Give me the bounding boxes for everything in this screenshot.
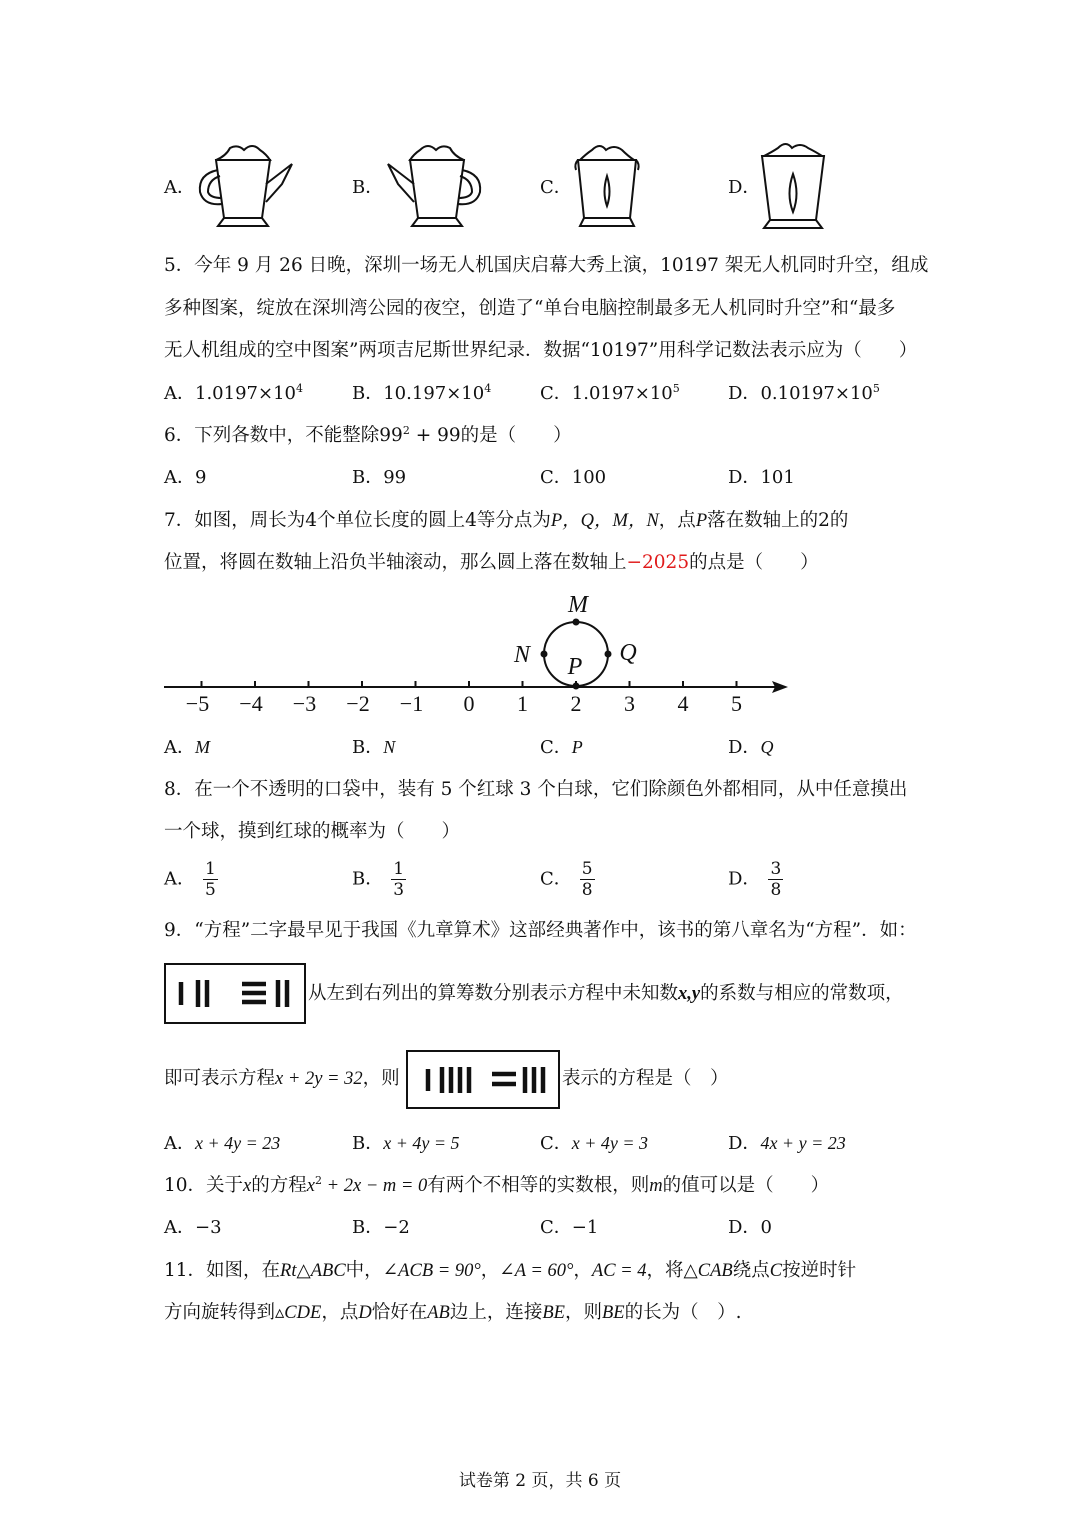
q11-stem-line1: 11．如图，在Rt△ABC中，∠ACB = 90°，∠A = 60°，AC = 4，将△CAB绕点C按逆时针 [164,1260,857,1281]
q11-stem-line2: 方向旋转得到▵CDE，点D恰好在AB边上，连接BE，则BE的长为（ ）. [164,1302,742,1323]
q5-option-c[interactable]: C．$1.0197\times 10^5$ [540,382,680,404]
q4-option-b-label: B． [352,177,384,198]
q7-option-a[interactable]: A．M [164,737,210,758]
q7-stem-line2: 位置，将圆在数轴上沿负半轴滚动，那么圆上落在数轴上−2025的点是（ ） [164,552,819,573]
point-m-dot [573,619,580,626]
q10-option-c[interactable]: C．−1 [540,1217,599,1238]
tick-label: 3 [624,691,635,716]
label-p: P [567,654,583,680]
q5-option-d[interactable]: D．$0.10197\times 10^5$ [728,382,880,404]
tick-label: −3 [292,691,317,716]
q8-stem-line2: 一个球，摸到红球的概率为（ ） [164,821,461,842]
point-n-dot [541,651,548,658]
page-footer: 试卷第 2 页，共 6 页 [458,1471,622,1491]
q10-option-b[interactable]: B．−2 [352,1217,410,1238]
q9-option-d[interactable]: D．4x + y = 23 [728,1133,846,1154]
tick-label: 0 [463,691,475,716]
tick-label: −2 [346,691,370,716]
q9-stem-line1: 9．“方程”二字最早见于我国《九章算术》这部经典著作中，该书的第八章名为“方程”．如： [164,920,917,941]
q8-option-c[interactable]: C． $\frac{5}{8}$ [540,859,593,900]
q10-stem: 10．关于x的方程$x^2 + 2x - m = 0$有两个不相等的实数根，则m的值可以是（ ） [164,1174,830,1196]
q4-option-d-label: D． [728,177,761,198]
counting-rods-question [406,1050,560,1109]
q5-option-a[interactable]: A．$1.0197\times 10^4$ [164,382,303,404]
q5-stem-line1: 5．今年 9 月 26 日晚，深圳一场无人机国庆启幕大秀上演，10197 架无人机同时升空，组成 [164,255,929,276]
cup-narrow-flame-icon [572,140,642,232]
cup-wide-flame-icon [758,140,828,232]
q7-option-d[interactable]: D．Q [728,737,774,758]
tick-label: 1 [517,691,528,716]
q7-option-c[interactable]: C．P [540,737,583,758]
q5-stem-line3: 无人机组成的空中图案”两项吉尼斯世界纪录．数据“10197”用科学记数法表示应为（ ） [164,340,918,361]
q9-option-a[interactable]: A．x + 4y = 23 [164,1133,281,1154]
q5-stem-line2: 多种图案，绽放在深圳湾公园的夜空，创造了“单台电脑控制最多无人机同时升空”和“最多 [164,298,896,319]
counting-rods-example [164,963,306,1024]
q8-stem-line1: 8．在一个不透明的口袋中，装有 5 个红球 3 个白球，它们除颜色外都相同，从中任意摸出 [164,779,908,800]
q9-option-b[interactable]: B．x + 4y = 5 [352,1133,460,1154]
q5-option-b[interactable]: B．$10.197\times 10^4$ [352,382,492,404]
q7-option-b[interactable]: B．N [352,737,396,758]
label-m: M [568,592,588,618]
q6-option-a[interactable]: A．9 [164,467,207,488]
q6-option-b[interactable]: B．99 [352,467,407,488]
tick-label: 5 [731,691,742,716]
tick-label: 2 [570,691,582,716]
tick-label: 4 [677,691,689,716]
q10-option-d[interactable]: D．0 [728,1217,772,1238]
q6-option-d[interactable]: D．101 [728,467,795,488]
q8-option-a[interactable]: A． $\frac{1}{5}$ [164,859,216,900]
q6-option-c[interactable]: C．100 [540,467,607,488]
point-q-dot [605,651,612,658]
teapot-spout-right-icon [196,140,296,232]
q9-stem-line3-b: 表示的方程是（ ） [562,1068,729,1089]
number-line-tick-labels [186,691,742,716]
tick-label: −1 [399,691,424,716]
q4-option-c-label: C． [540,177,572,198]
number-line-figure [150,588,810,718]
counting-rods-question-icon [408,1052,558,1107]
teapot-spout-left-icon [384,140,484,232]
q9-option-c[interactable]: C．x + 4y = 3 [540,1133,649,1154]
q8-option-d[interactable]: D． $\frac{3}{8}$ [728,859,782,900]
q8-option-b[interactable]: B． $\frac{1}{3}$ [352,859,405,900]
label-q: Q [619,640,637,666]
label-n: N [513,642,531,668]
q4-option-a-label: A． [164,177,195,198]
point-p-dot [573,683,580,690]
q9-stem-line2: 从左到右列出的算筹数分别表示方程中未知数x,y的系数与相应的常数项， [308,983,904,1004]
tick-label: −5 [185,691,210,716]
counting-rods-example-icon [166,965,304,1022]
tick-label: −4 [239,691,263,716]
q7-stem-line1: 7．如图，周长为4个单位长度的圆上4等分点为P，Q，M，N，点P落在数轴上的2的 [164,510,849,531]
q9-stem-line3-a: 即可表示方程x + 2y = 32，则 [164,1068,400,1089]
q6-stem: 6．下列各数中，不能整除$99^2 + 99$的是（ ） [164,424,572,446]
q10-option-a[interactable]: A．−3 [164,1217,222,1238]
